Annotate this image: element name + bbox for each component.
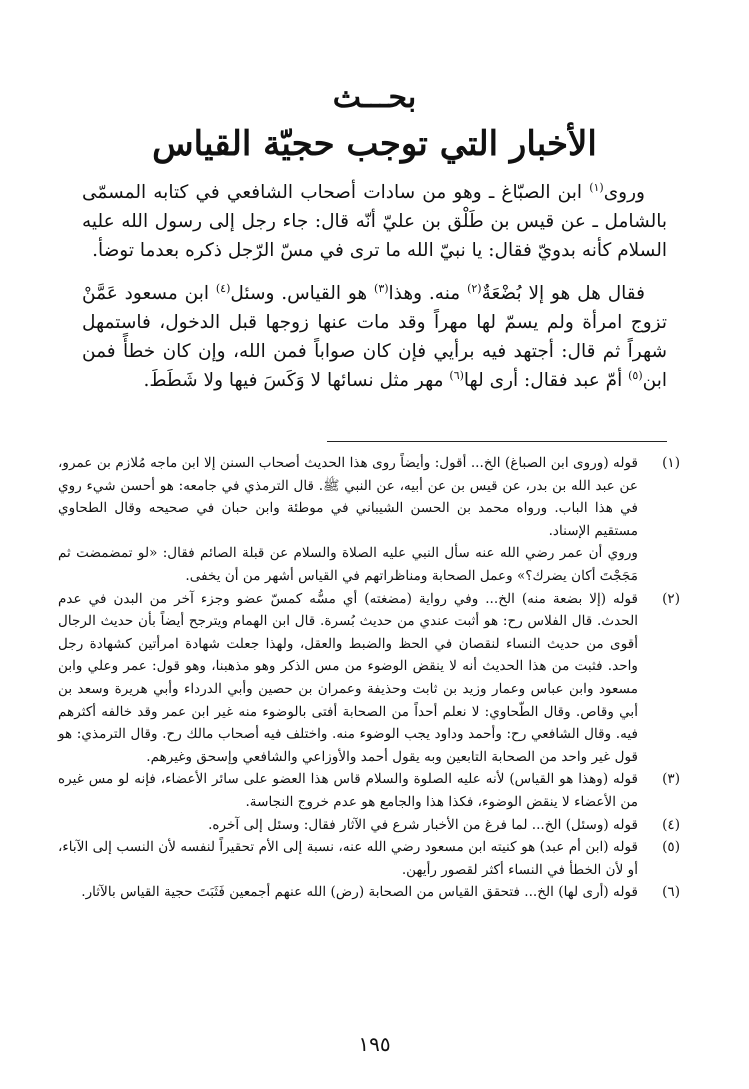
page-title: الأخبار التي توجب حجيّة القياس xyxy=(152,124,597,164)
footnote-text: قوله (ابن أم عبد) هو كنيته ابن مسعود رضي الله عنه، نسبة إلى الأم تحقيراً لنفسه لأن النسب إلى الآباء، أو لأن الخطأ في النساء أكثر لقصور رأيهن. xyxy=(58,839,638,878)
text-run: هو القياس. وسئل xyxy=(230,283,375,304)
footnote-1-continuation: وروي أن عمر رضي الله عنه سأل النبي عليه الصلاة والسلام عن قبلة الصائم فقال: «لو تمضمضت ثم مَجَجْتَ أكان يضرك؟» وعمل الصحابة ومناظراتهم في القياس أشهر من أن يخفى. xyxy=(58,545,638,584)
paragraph-2 xyxy=(82,279,667,395)
text-run: وروى xyxy=(603,182,645,203)
footnote-text: قوله (وسئل) الخ... لما فرغ من الأخبار شرع في الآثار فقال: وسئل إلى آخره. xyxy=(208,816,638,833)
main-text xyxy=(82,178,667,409)
footnote-divider xyxy=(327,441,667,442)
footnote-ref-2: (٢) xyxy=(467,281,482,295)
footnotes xyxy=(58,452,686,904)
text-run: منه. وهذا xyxy=(388,283,468,304)
footnote-number: (٤) xyxy=(662,816,680,833)
footnote-4 xyxy=(58,814,686,837)
text-run: أمّ عبد فقال: أرى لها xyxy=(463,370,629,391)
footnote-text: قوله (وروى ابن الصباغ) الخ... أقول: وأيضاً روى هذا الحديث أصحاب السنن إلا ابن ماجه مُلازم بن عمرو، عن عبد الله بن بدر، عن قيس بن عن أبيه، عن النبي ﷺ. قال الترمذي في جامعه: هو أحسن شيء روي في هذا الباب. ورواه محمد بن الحسن الشيباني في موطئة وابن حبان في صحيحه وقال الطحاوي مستقيم الإسناد. xyxy=(58,455,638,539)
footnote-2 xyxy=(58,588,686,769)
footnote-number: (٥) xyxy=(662,839,680,856)
text-run: ابن مسعود عَمَّنْ تزوج امرأة ولم يسمّ لها مهراً وقد مات عنها زوجها قبل الدخول، فاستمهل شهراً ثم قال: أجتهد فيه برأيي فإن كان صواباً فمن الله، وإن كان خطأً فمن ابن xyxy=(82,283,667,391)
footnote-1 xyxy=(58,452,686,542)
footnote-3 xyxy=(58,768,686,813)
footnote-text: قوله (إلا بضعة منه) الخ... وفي رواية (مضغته) أي مسُّه كمسّ عضو وجزء آخر من البدن في عدم الحدث. قال الفلاس رح: هو أثبت عندي من حديث بُسرة. قال ابن الهمام ويترجح أيضاً بأن حديث الرجال أقوى من حديث النساء لنقصان في الحظ والضبط والعقل، ولهذا جعلت شهادة امرأتين كشهادة رجل واحد. فثبت من هذا الحديث أنه لا ينقض الوضوء من مس الذكر وهو مذهبنا، وهو قول: عمر وعلي وابن مسعود وابن عباس وعمار وزيد بن ثابت وحذيفة وعمران بن حصين وأبي الدرداء وأبي هريرة وسعد بن أبي وقاص. وقال الطّحاوي: لا نعلم أحداً من الصحابة أفتى بالوضوء منه غير ابن عمر وقد خالفه أكثرهم فيه. وقال الشافعي رح: وأحمد وداود يجب الوضوء منه. واختلف فيه أصحاب مالك رح. وقال الترمذي: هو قول غير واحد من الصحابة التابعين وبه يقول أحمد والأوزاعي والشافعي وإسحق وغيرهم. xyxy=(58,590,639,765)
text-run: فقال هل هو إلا بُضْعَةٌ xyxy=(481,283,646,304)
text-run: ابن الصبّاغ ـ وهو من سادات أصحاب الشافعي في كتابه المسمّى بالشامل ـ عن قيس بن طَلْق بن عليّ أنّه قال: جاء رجل إلى رسول الله عليه السلام كأنه بدويّ فقال: يا نبيّ الله ما ترى في مسّ الرّجل ذكره بعدما توضأ. xyxy=(82,182,667,261)
footnote-number: (٣) xyxy=(662,771,680,788)
footnote-ref-6: (٦) xyxy=(449,368,464,382)
footnote-number: (٦) xyxy=(662,884,680,901)
footnote-number: (٢) xyxy=(662,590,680,607)
footnote-ref-3: (٣) xyxy=(374,281,389,295)
footnote-text: قوله (وهذا هو القياس) لأنه عليه الصلوة والسلام قاس هذا العضو على سائر الأعضاء، فإنه لو مس غيره من الأعضاء لا ينقض الوضوء، فكذا هذا والجامع هو عدم خروج النجاسة. xyxy=(58,771,638,810)
footnote-text: قوله (أرى لها) الخ... فتحقق القياس من الصحابة (رض) الله عنهم أجمعين فَثَبَتَ حجية القياس بالآثار. xyxy=(81,884,638,901)
footnote-ref-4: (٤) xyxy=(215,281,231,295)
section-label: بحـــث xyxy=(332,80,417,115)
footnote-ref-5: (٥) xyxy=(628,368,643,382)
footnote-5 xyxy=(58,836,686,881)
footnote-ref-1: (١) xyxy=(589,180,604,194)
footnote-number: (١) xyxy=(662,455,680,471)
paragraph-1 xyxy=(82,178,667,265)
page-number: ١٩٥ xyxy=(358,1032,391,1056)
footnote-6 xyxy=(58,881,686,904)
text-run: مهر مثل نسائها لا وَكَسَ فيها ولا شَطَطَ. xyxy=(143,370,450,391)
